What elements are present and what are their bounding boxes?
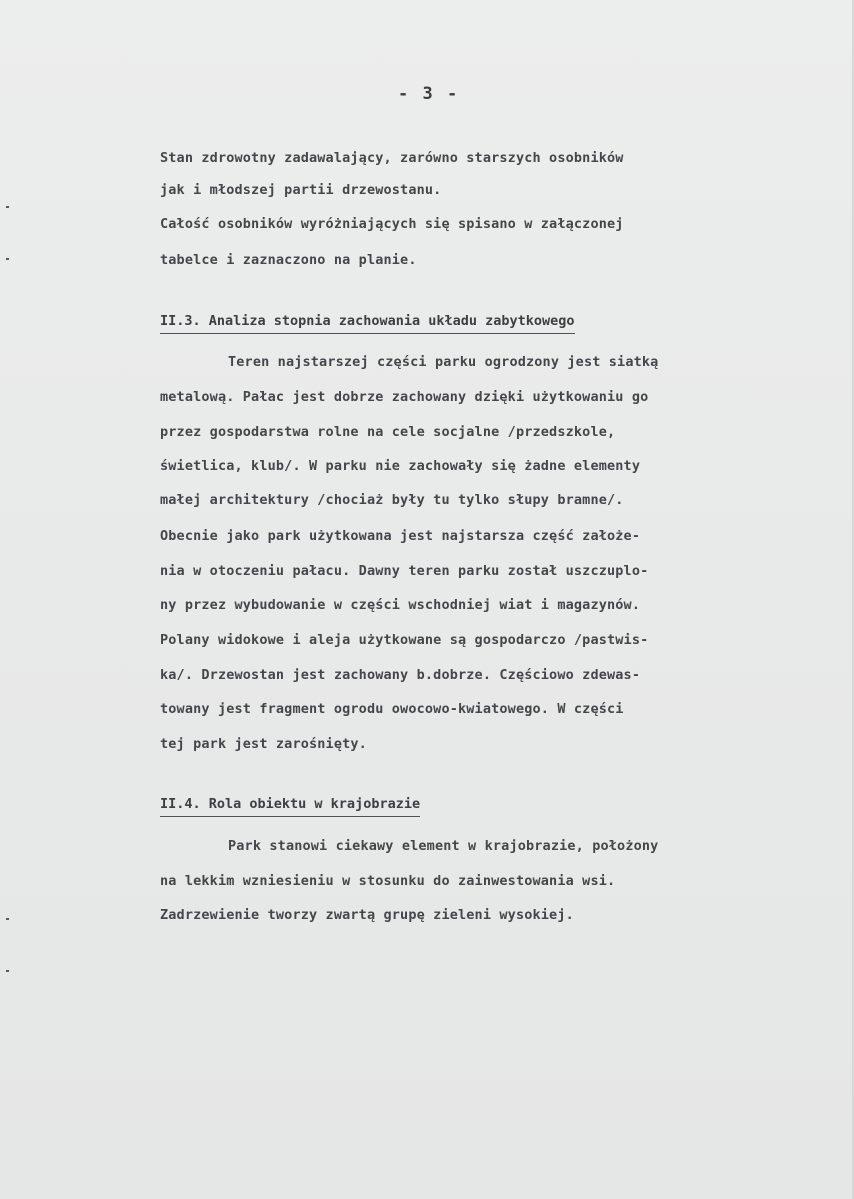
- intro-line-3: Całość osobników wyróżniających się spisano w załączonej: [160, 216, 624, 232]
- intro-line-2: jak i młodszej partii drzewostanu.: [160, 182, 442, 198]
- section-2-3-line-1: Teren najstarszej części parku ogrodzony jest siatką: [228, 354, 659, 370]
- section-2-3-line-7: nia w otoczeniu pałacu. Dawny teren parku został uszczuplo-: [160, 563, 649, 579]
- section-2-3-line-12: tej park jest zarośnięty.: [160, 736, 367, 752]
- section-2-4-line-3: Zadrzewienie tworzy zwartą grupę zieleni wysokiej.: [160, 907, 574, 923]
- margin-mark: [6, 258, 9, 260]
- margin-mark: [6, 918, 9, 920]
- margin-mark: [6, 970, 9, 972]
- section-2-3-line-5: małej architektury /chociaż były tu tylko słupy bramne/.: [160, 492, 624, 508]
- section-2-3-line-10: ka/. Drzewostan jest zachowany b.dobrze. Częściowo zdewas-: [160, 667, 641, 683]
- section-2-3-line-4: świetlica, klub/. W parku nie zachowały się żadne elementy: [160, 458, 641, 474]
- section-2-4-line-1: Park stanowi ciekawy element w krajobrazie, położony: [228, 838, 659, 854]
- margin-mark: [6, 206, 9, 208]
- page-number: - 3 -: [398, 84, 460, 104]
- section-heading-2-3: II.3. Analiza stopnia zachowania układu zabytkowego: [160, 313, 575, 334]
- section-2-3-line-6: Obecnie jako park użytkowana jest najstarsza część założe-: [160, 528, 641, 544]
- section-2-4-line-2: na lekkim wzniesieniu w stosunku do zainwestowania wsi.: [160, 873, 616, 889]
- section-2-3-line-9: Polany widokowe i aleja użytkowane są gospodarczo /pastwis-: [160, 632, 649, 648]
- section-2-3-line-3: przez gospodarstwa rolne na cele socjalne /przedszkole,: [160, 424, 616, 440]
- section-2-3-line-8: ny przez wybudowanie w części wschodniej wiat i magazynów.: [160, 597, 641, 613]
- intro-line-1: Stan zdrowotny zadawalający, zarówno starszych osobników: [160, 150, 624, 166]
- intro-line-4: tabelce i zaznaczono na planie.: [160, 252, 417, 268]
- section-heading-2-4: II.4. Rola obiektu w krajobrazie: [160, 796, 420, 817]
- section-2-3-line-2: metalową. Pałac jest dobrze zachowany dzięki użytkowaniu go: [160, 389, 649, 405]
- section-2-3-line-11: towany jest fragment ogrodu owocowo-kwiatowego. W części: [160, 701, 624, 717]
